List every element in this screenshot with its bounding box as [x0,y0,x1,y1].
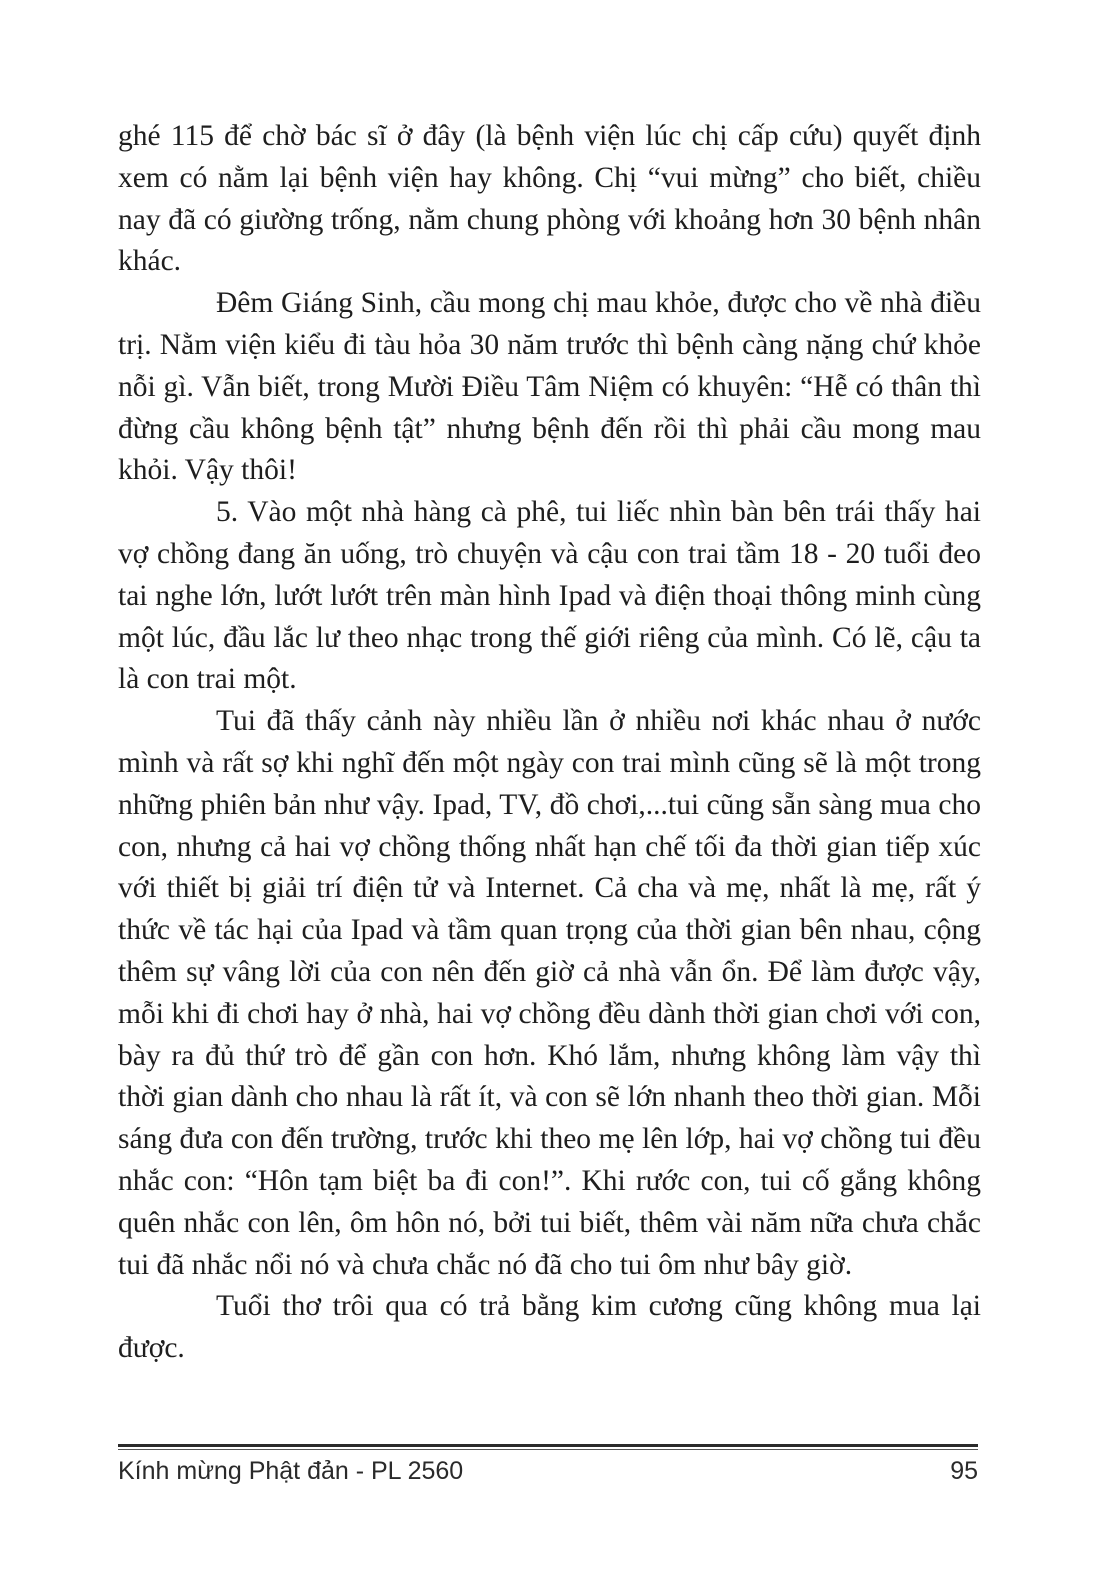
paragraph-3: 5. Vào một nhà hàng cà phê, tui liếc nhìn bàn bên trái thấy hai vợ chồng đang ăn uống, trò chuyện và cậu con trai tầm 18 - 20 tuổi đeo tai nghe lớn, lướt lướt trên màn hình Ipad và điện thoại thông minh cùng một lúc, đầu lắc lư theo nhạc trong thế giới riêng của mình. Có lẽ, cậu ta là con trai một. [118,496,981,696]
page-number: 95 [950,1457,978,1485]
footer-title: Kính mừng Phật đản - PL 2560 [118,1457,464,1485]
page-body [118,116,981,1370]
paragraph-4: Tui đã thấy cảnh này nhiều lần ở nhiều nơi khác nhau ở nước mình và rất sợ khi nghĩ đến một ngày con trai mình cũng sẽ là một trong những phiên bản như vậy. Ipad, TV, đồ chơi,...tui cũng sẵn sàng mua cho con, nhưng cả hai vợ chồng thống nhất hạn chế tối đa thời gian tiếp xúc với thiết bị giải trí điện tử và Internet. Cả cha và mẹ, nhất là mẹ, rất ý thức về tác hại của Ipad và tầm quan trọng của thời gian bên nhau, cộng thêm sự vâng lời của con nên đến giờ cả nhà vẫn ổn. Để làm được vậy, mỗi khi đi chơi hay ở nhà, hai vợ chồng đều dành thời gian chơi với con, bày ra đủ thứ trò để gần con hơn. Khó lắm, nhưng không làm vậy thì thời gian dành cho nhau là rất ít, và con sẽ lớn nhanh theo thời gian. Mỗi sáng đưa con đến trường, trước khi theo mẹ lên lớp, hai vợ chồng tui đều nhắc con: “Hôn tạm biệt ba đi con!”. Khi rước con, tui cố gắng không quên nhắc con lên, ôm hôn nó, bởi tui biết, thêm vài năm nữa chưa chắc tui đã nhắc nổi nó và chưa chắc nó đã cho tui ôm như bây giờ. [118,705,981,1281]
footer-divider [118,1444,978,1447]
paragraph-5: Tuổi thơ trôi qua có trả bằng kim cương cũng không mua lại được. [118,1290,981,1365]
page-footer [118,1454,978,1488]
paragraph-2: Đêm Giáng Sinh, cầu mong chị mau khỏe, được cho về nhà điều trị. Nằm viện kiểu đi tàu hỏa 30 năm trước thì bệnh càng nặng chứ khỏe nỗi gì. Vẫn biết, trong Mười Điều Tâm Niệm có khuyên: “Hễ có thân thì đừng cầu không bệnh tật” nhưng bệnh đến rồi thì phải cầu mong mau khỏi. Vậy thôi! [118,287,981,487]
book-page [118,116,981,1556]
paragraph-1: ghé 115 để chờ bác sĩ ở đây (là bệnh viện lúc chị cấp cứu) quyết định xem có nằm lại bệnh viện hay không. Chị “vui mừng” cho biết, chiều nay đã có giường trống, nằm chung phòng với khoảng hơn 30 bệnh nhân khác. [118,120,981,278]
